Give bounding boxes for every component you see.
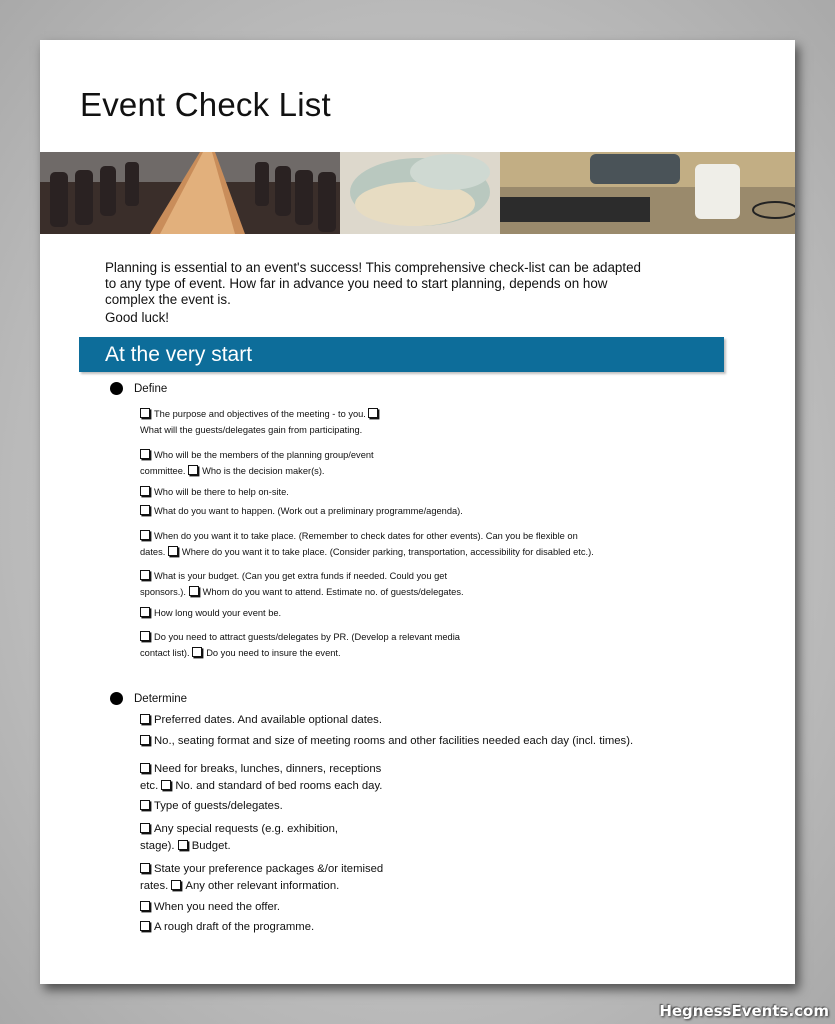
bullet-icon bbox=[110, 692, 123, 705]
checklist-item bbox=[140, 861, 383, 895]
checkbox-icon[interactable] bbox=[140, 530, 150, 540]
checkbox-icon[interactable] bbox=[189, 586, 199, 596]
header-banner-image bbox=[40, 152, 795, 234]
document-page bbox=[40, 40, 795, 984]
item-text: Budget. bbox=[191, 840, 231, 852]
checklist-item bbox=[140, 899, 280, 916]
checkbox-icon[interactable] bbox=[140, 486, 150, 496]
checklist-item bbox=[140, 712, 382, 729]
checkbox-icon[interactable] bbox=[168, 546, 178, 556]
closing-text: Good luck! bbox=[105, 310, 170, 325]
item-text: When you need the offer. bbox=[154, 901, 281, 913]
checklist-item bbox=[140, 605, 281, 621]
item-text: What do you want to happen. (Work out a preliminary programme/agenda). bbox=[154, 506, 463, 516]
checklist-item bbox=[140, 629, 460, 661]
checkbox-icon[interactable] bbox=[140, 800, 150, 810]
watermark: HegnessEvents.com bbox=[659, 1002, 829, 1020]
item-text: What is your budget. (Can you get extra funds if needed. Could you get bbox=[154, 571, 448, 581]
checkbox-icon[interactable] bbox=[368, 408, 378, 418]
item-text: When do you want it to take place. (Remember to check dates for other events). Can you be flexible on bbox=[154, 531, 578, 541]
checkbox-icon[interactable] bbox=[140, 408, 150, 418]
item-text: No. and standard of bed rooms each day. bbox=[175, 780, 383, 792]
checkbox-icon[interactable] bbox=[140, 921, 150, 931]
checkbox-icon[interactable] bbox=[171, 880, 181, 890]
checkbox-icon[interactable] bbox=[140, 763, 150, 773]
intro-text bbox=[105, 260, 705, 326]
checkbox-icon[interactable] bbox=[140, 570, 150, 580]
checklist-item bbox=[140, 528, 594, 560]
checkbox-icon[interactable] bbox=[140, 505, 150, 515]
checkbox-icon[interactable] bbox=[140, 607, 150, 617]
item-text: How long would your event be. bbox=[154, 608, 282, 618]
checklist-item bbox=[140, 798, 283, 815]
intro-line: Planning is essential to an event's success! This comprehensive check-list can be adapted bbox=[105, 260, 641, 275]
intro-line: to any type of event. How far in advance you need to start planning, depends on how bbox=[105, 276, 608, 291]
checkbox-icon[interactable] bbox=[140, 449, 150, 459]
checklist-item bbox=[140, 733, 633, 750]
checklist-item bbox=[140, 484, 289, 500]
determine-heading-label: Determine bbox=[134, 692, 188, 705]
item-text: Who will be there to help on-site. bbox=[154, 487, 289, 497]
item-text: sponsors.). bbox=[140, 587, 186, 597]
item-text: Whom do you want to attend. Estimate no. of guests/delegates. bbox=[202, 587, 464, 597]
page-title: Event Check List bbox=[80, 86, 331, 123]
item-text: stage). bbox=[140, 840, 175, 852]
checkbox-icon[interactable] bbox=[140, 863, 150, 873]
item-text: Type of guests/delegates. bbox=[154, 800, 283, 812]
checklist-item bbox=[140, 503, 463, 519]
define-heading bbox=[110, 382, 167, 395]
checklist-item bbox=[140, 568, 464, 600]
item-text: Do you need to attract guests/delegates by PR. (Develop a relevant media bbox=[154, 632, 460, 642]
item-text: rates. bbox=[140, 880, 169, 892]
checkbox-icon[interactable] bbox=[161, 780, 171, 790]
item-text: Where do you want it to take place. (Consider parking, transportation, accessibility for disabled etc.). bbox=[181, 547, 594, 557]
checklist-item bbox=[140, 919, 314, 936]
checkbox-icon[interactable] bbox=[140, 901, 150, 911]
item-text: etc. bbox=[140, 780, 159, 792]
checkbox-icon[interactable] bbox=[140, 823, 150, 833]
determine-heading bbox=[110, 692, 187, 705]
item-text: Preferred dates. And available optional dates. bbox=[154, 714, 382, 726]
item-text: Any special requests (e.g. exhibition, bbox=[154, 823, 338, 835]
checklist-item bbox=[140, 447, 374, 479]
item-text: The purpose and objectives of the meeting - to you. bbox=[154, 409, 366, 419]
checkbox-icon[interactable] bbox=[140, 714, 150, 724]
item-text: State your preference packages &/or itemised bbox=[154, 863, 384, 875]
item-text: What will the guests/delegates gain from participating. bbox=[140, 425, 363, 435]
item-text: Who is the decision maker(s). bbox=[202, 466, 325, 476]
checkbox-icon[interactable] bbox=[192, 647, 202, 657]
item-text: A rough draft of the programme. bbox=[154, 921, 315, 933]
define-heading-label: Define bbox=[134, 382, 168, 395]
item-text: contact list). bbox=[140, 648, 190, 658]
item-text: Any other relevant information. bbox=[185, 880, 340, 892]
checklist-item bbox=[140, 821, 338, 855]
item-text: Who will be the members of the planning group/event bbox=[154, 450, 374, 460]
item-text: dates. bbox=[140, 547, 166, 557]
intro-line: complex the event is. bbox=[105, 292, 231, 307]
item-text: committee. bbox=[140, 466, 186, 476]
checklist-item bbox=[140, 406, 382, 438]
section-heading: At the very start bbox=[79, 337, 724, 372]
checkbox-icon[interactable] bbox=[178, 840, 188, 850]
checkbox-icon[interactable] bbox=[140, 631, 150, 641]
item-text: Need for breaks, lunches, dinners, receptions bbox=[154, 763, 382, 775]
item-text: Do you need to insure the event. bbox=[206, 648, 341, 658]
checkbox-icon[interactable] bbox=[188, 465, 198, 475]
checkbox-icon[interactable] bbox=[140, 735, 150, 745]
checklist-item bbox=[140, 761, 382, 795]
item-text: No., seating format and size of meeting rooms and other facilities needed each day (incl. times). bbox=[154, 735, 634, 747]
bullet-icon bbox=[110, 382, 123, 395]
